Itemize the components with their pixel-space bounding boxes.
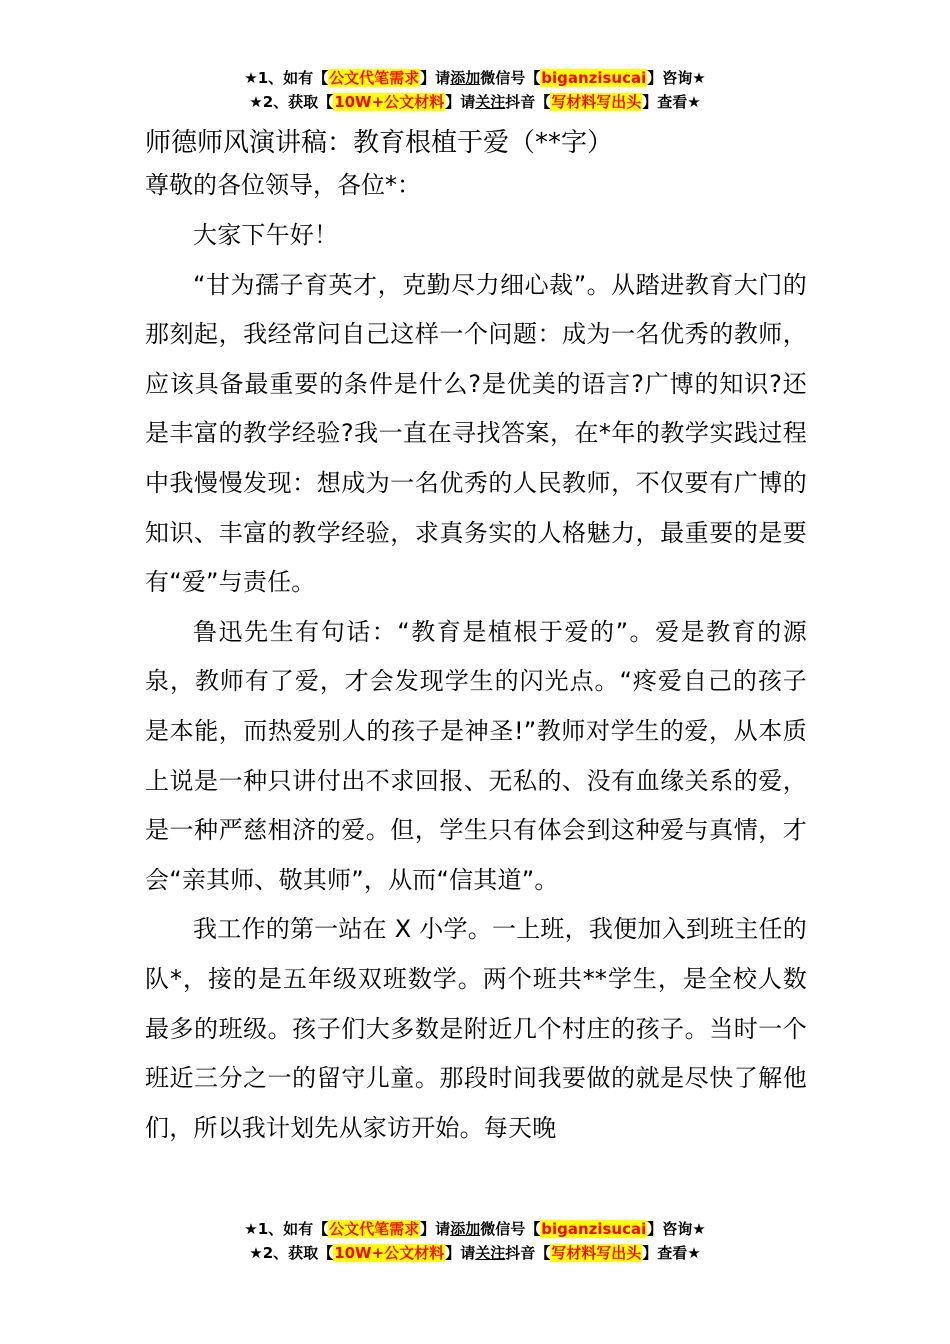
banner-text: ★1、如有【 (244, 1220, 329, 1238)
banner-text: 】请 (420, 69, 451, 87)
banner-line-1 (0, 1217, 950, 1241)
banner-text: 】查看★ (642, 93, 701, 111)
banner-text: 微信号【 (480, 69, 541, 87)
banner-text: 】咨询★ (647, 1220, 706, 1238)
banner-text: 抖音【 (505, 1244, 551, 1262)
banner-underlined-text: 添加 (450, 69, 481, 87)
paragraph: 我工作的第一站在 X 小学。一上班，我便加入到班主任的队*，接的是五年级双班数学。两个班共**学生，是全校人数最多的班级。孩子们大多数是附近几个村庄的孩子。当时一个班近三分之一的留守儿童。那段时间我要做的就是尽快了解他们，所以我计划先从家访开始。每天晚 (145, 915, 807, 1142)
banner-text: 】咨询★ (647, 69, 706, 87)
banner-text: ★1、如有【 (244, 69, 329, 87)
paragraph: “甘为孺子育英才，克勤尽力细心裁”。从踏进教育大门的那刻起，我经常问自己这样一个问题：成为一名优秀的教师，应该具备最重要的条件是什么?是优美的语言?广博的知识?还是丰富的教学经验?我一直在寻找答案，在*年的教学实践过程中我慢慢发现：想成为一名优秀的人民教师，不仅要有广博的知识、丰富的教学经验，求真务实的人格魅力，最重要的是要有“爱”与责任。 (145, 270, 807, 597)
banner-highlight: 写材料写出头 (551, 93, 642, 111)
banner-text: ★2、获取【 (249, 1244, 334, 1262)
banner-text: 】请 (420, 1220, 451, 1238)
banner-highlight: 10W+公文材料 (334, 93, 445, 111)
banner-text: 】请 (445, 1244, 476, 1262)
banner-text: ★2、获取【 (249, 93, 334, 111)
banner-highlight: 公文代笔需求 (329, 69, 420, 87)
salutation: 尊敬的各位领导，各位*： (145, 171, 421, 199)
paragraph: 鲁迅先生有句话：“教育是植根于爱的”。爱是教育的源泉，教师有了爱，才会发现学生的闪光点。“疼爱自己的孩子是本能，而热爱别人的孩子是神圣!”教师对学生的爱，从本质上说是一种只讲付出不求回报、无私的、没有血缘关系的爱，是一种严慈相济的爱。但，学生只有体会到这种爱与真情，才会“亲其师、敬其师”，从而“信其道”。 (145, 617, 807, 894)
banner-line-2 (0, 1241, 950, 1265)
banner-line-1 (0, 66, 950, 90)
banner-text: 】请 (445, 93, 476, 111)
banner-highlight: 写材料写出头 (551, 1244, 642, 1262)
banner-underlined-text: 添加 (450, 1220, 481, 1238)
document-title: 师德师风演讲稿：教育根植于爱（**字） (145, 128, 614, 158)
banner-highlight: 公文代笔需求 (329, 1220, 420, 1238)
banner-line-2 (0, 90, 950, 114)
banner-highlight: biganzisucai (541, 1220, 647, 1238)
banner-highlight: biganzisucai (541, 69, 647, 87)
top-banner (0, 66, 950, 114)
banner-underlined-text: 关注 (475, 93, 506, 111)
bottom-banner (0, 1217, 950, 1265)
banner-underlined-text: 关注 (475, 1244, 506, 1262)
banner-text: 】查看★ (642, 1244, 701, 1262)
banner-text: 微信号【 (480, 1220, 541, 1238)
paragraph: 大家下午好！ (193, 221, 339, 249)
banner-highlight: 10W+公文材料 (334, 1244, 445, 1262)
banner-text: 抖音【 (505, 93, 551, 111)
document-body (145, 123, 807, 1153)
